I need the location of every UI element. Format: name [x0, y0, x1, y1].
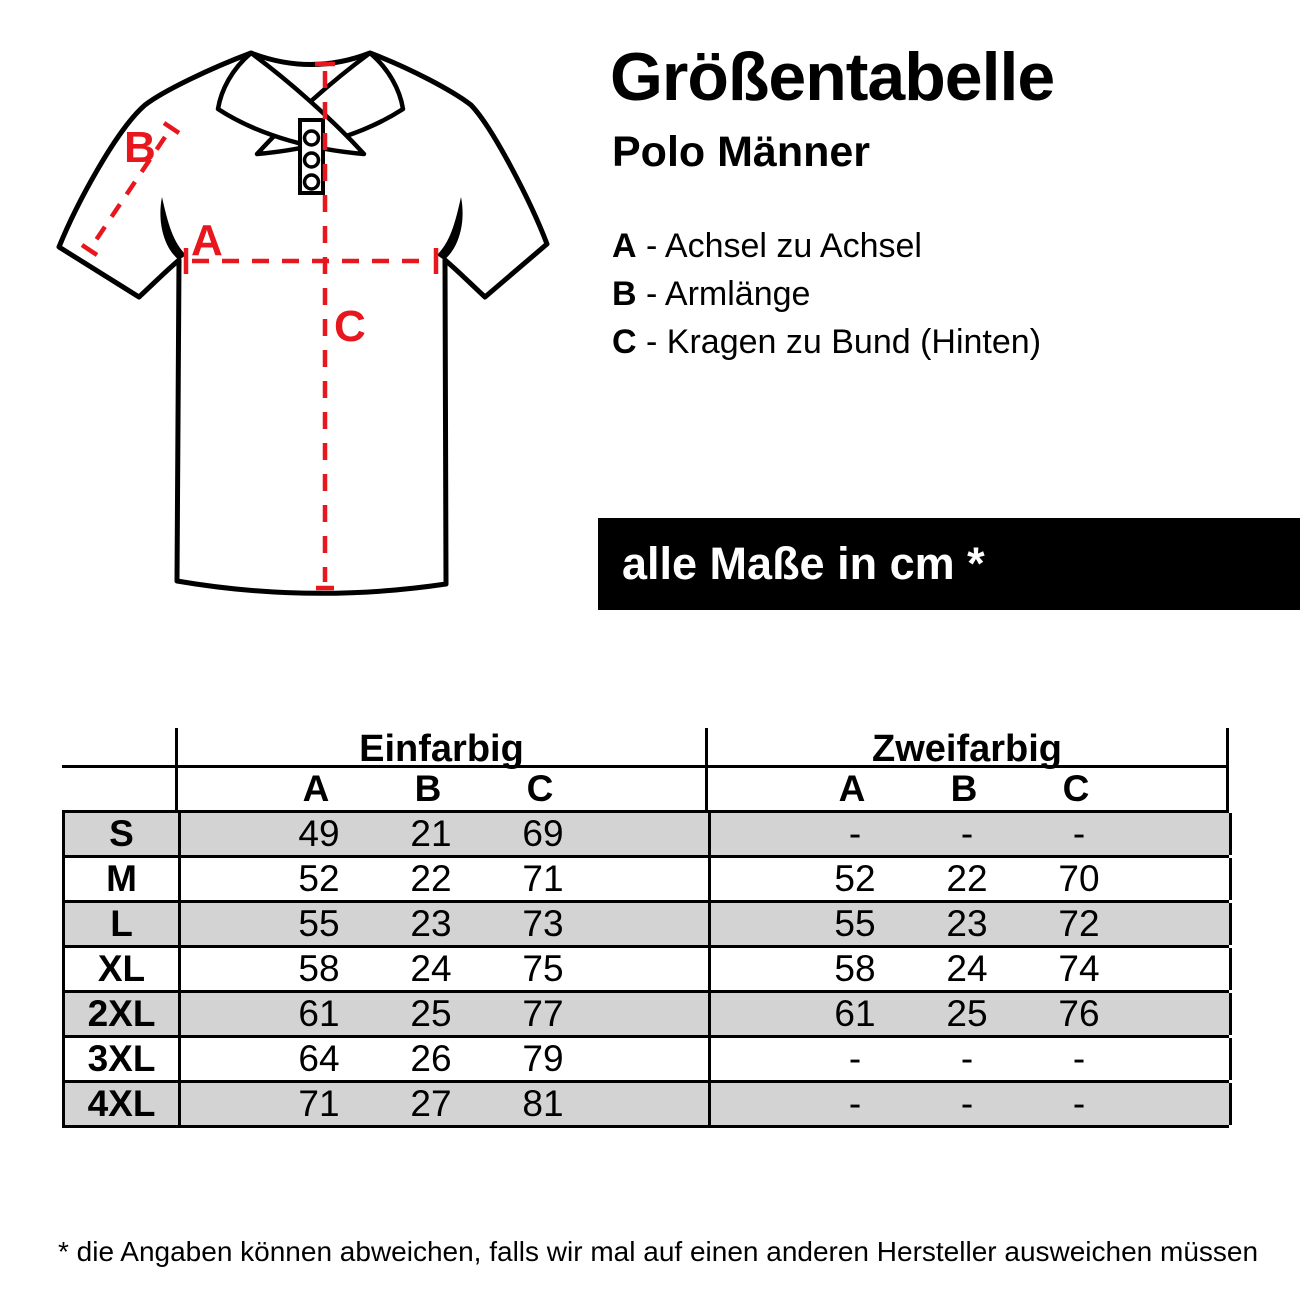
measurement-value: - [1072, 813, 1086, 854]
measurement-legend [612, 222, 1041, 366]
table-group-header-row [62, 728, 1229, 768]
measurement-value: 52 [298, 858, 340, 899]
column-header-a: A [302, 768, 330, 809]
einfarbig-values [181, 993, 711, 1035]
button-icon [305, 131, 319, 145]
measurement-value: 79 [522, 1038, 564, 1079]
table-row [62, 858, 1229, 903]
group-header-einfarbig: Einfarbig [178, 728, 708, 771]
measurement-value: 64 [298, 1038, 340, 1079]
table-row [62, 1038, 1229, 1083]
column-header-a: A [838, 768, 866, 809]
einfarbig-values [181, 1038, 711, 1080]
zweifarbig-values [711, 1038, 1232, 1080]
measurement-value: 71 [298, 1083, 340, 1124]
zweifarbig-values [711, 813, 1232, 855]
size-label: 2XL [65, 993, 181, 1035]
table-row [62, 813, 1229, 858]
measurement-value: 21 [410, 813, 452, 854]
units-banner [598, 518, 1300, 610]
measurement-value: 61 [298, 993, 340, 1034]
einfarbig-values [181, 813, 711, 855]
measurement-value: 77 [522, 993, 564, 1034]
size-label: L [65, 903, 181, 945]
einfarbig-values [181, 858, 711, 900]
zweifarbig-subheaders [708, 768, 1229, 810]
measurement-value: 24 [410, 948, 452, 989]
size-table [62, 728, 1229, 1128]
diagram-label-b: B [124, 123, 156, 172]
measurement-value: 22 [946, 858, 988, 899]
units-banner-text: alle Maße in cm * [622, 538, 985, 589]
footnote: * die Angaben können abweichen, falls wir mal auf einen anderen Hersteller ausweichen müssen [58, 1236, 1259, 1267]
legend-letter: A [612, 227, 637, 265]
column-header-b: B [950, 768, 978, 809]
size-label: M [65, 858, 181, 900]
legend-dash: - [646, 275, 658, 313]
einfarbig-values [181, 948, 711, 990]
table-row [62, 903, 1229, 948]
legend-letter: C [612, 323, 637, 361]
measurement-value: - [848, 1038, 862, 1079]
measurement-value: 27 [410, 1083, 452, 1124]
size-label: XL [65, 948, 181, 990]
measurement-value: 55 [834, 903, 876, 944]
measurement-value: - [960, 1083, 974, 1124]
measurement-value: - [1072, 1038, 1086, 1079]
legend-letter: B [612, 275, 637, 313]
size-label: 4XL [65, 1083, 181, 1125]
page-subtitle: Polo Männer [612, 128, 871, 176]
zweifarbig-values [711, 948, 1232, 990]
size-column-header [62, 728, 178, 771]
measurement-value: 73 [522, 903, 564, 944]
measurement-value: 76 [1058, 993, 1100, 1034]
zweifarbig-values [711, 858, 1232, 900]
diagram-label-c: C [334, 302, 366, 351]
page-title: Größentabelle [610, 39, 1055, 115]
legend-item-c [612, 318, 1041, 366]
measurement-value: 25 [410, 993, 452, 1034]
size-column-header [62, 768, 178, 810]
table-rows [62, 813, 1229, 1128]
measurement-value: 69 [522, 813, 564, 854]
table-row [62, 948, 1229, 993]
legend-text: Armlänge [664, 275, 811, 313]
measurement-value: 49 [298, 813, 340, 854]
size-label: 3XL [65, 1038, 181, 1080]
measurement-value: 81 [522, 1083, 564, 1124]
column-header-c: C [1062, 768, 1090, 809]
group-header-zweifarbig: Zweifarbig [708, 728, 1229, 771]
measurement-value: - [848, 813, 862, 854]
measurement-value: 74 [1058, 948, 1100, 989]
measurement-value: 58 [834, 948, 876, 989]
measurement-value: 70 [1058, 858, 1100, 899]
measurement-value: 23 [946, 903, 988, 944]
measurement-value: - [848, 1083, 862, 1124]
table-row [62, 993, 1229, 1038]
column-header-c: C [526, 768, 554, 809]
einfarbig-subheaders [178, 768, 708, 810]
polo-measurement-diagram [28, 16, 568, 616]
einfarbig-values [181, 903, 711, 945]
button-icon [305, 153, 319, 167]
column-header-b: B [414, 768, 442, 809]
measurement-value: - [1072, 1083, 1086, 1124]
measurement-value: 71 [522, 858, 564, 899]
measurement-value: - [960, 813, 974, 854]
measurement-value: 72 [1058, 903, 1100, 944]
measurement-value: 55 [298, 903, 340, 944]
measurement-value: 75 [522, 948, 564, 989]
measurement-value: 58 [298, 948, 340, 989]
measurement-value: 24 [946, 948, 988, 989]
measurement-value: 61 [834, 993, 876, 1034]
table-row [62, 1083, 1229, 1128]
polo-shirt-drawing [28, 16, 568, 616]
legend-text: Achsel zu Achsel [664, 227, 922, 265]
measurement-value: 22 [410, 858, 452, 899]
zweifarbig-values [711, 1083, 1232, 1125]
measurement-value: 25 [946, 993, 988, 1034]
measurement-value: 26 [410, 1038, 452, 1079]
legend-item-b [612, 270, 1041, 318]
measurement-value: 52 [834, 858, 876, 899]
einfarbig-values [181, 1083, 711, 1125]
table-subheader-row [62, 768, 1229, 813]
measurement-value: - [960, 1038, 974, 1079]
legend-dash: - [646, 227, 658, 265]
button-icon [305, 175, 319, 189]
zweifarbig-values [711, 993, 1232, 1035]
legend-dash: - [646, 323, 658, 361]
legend-item-a [612, 222, 1041, 270]
zweifarbig-values [711, 903, 1232, 945]
measurement-value: 23 [410, 903, 452, 944]
diagram-label-a: A [191, 216, 223, 265]
legend-text: Kragen zu Bund (Hinten) [666, 323, 1042, 361]
size-label: S [65, 813, 181, 855]
